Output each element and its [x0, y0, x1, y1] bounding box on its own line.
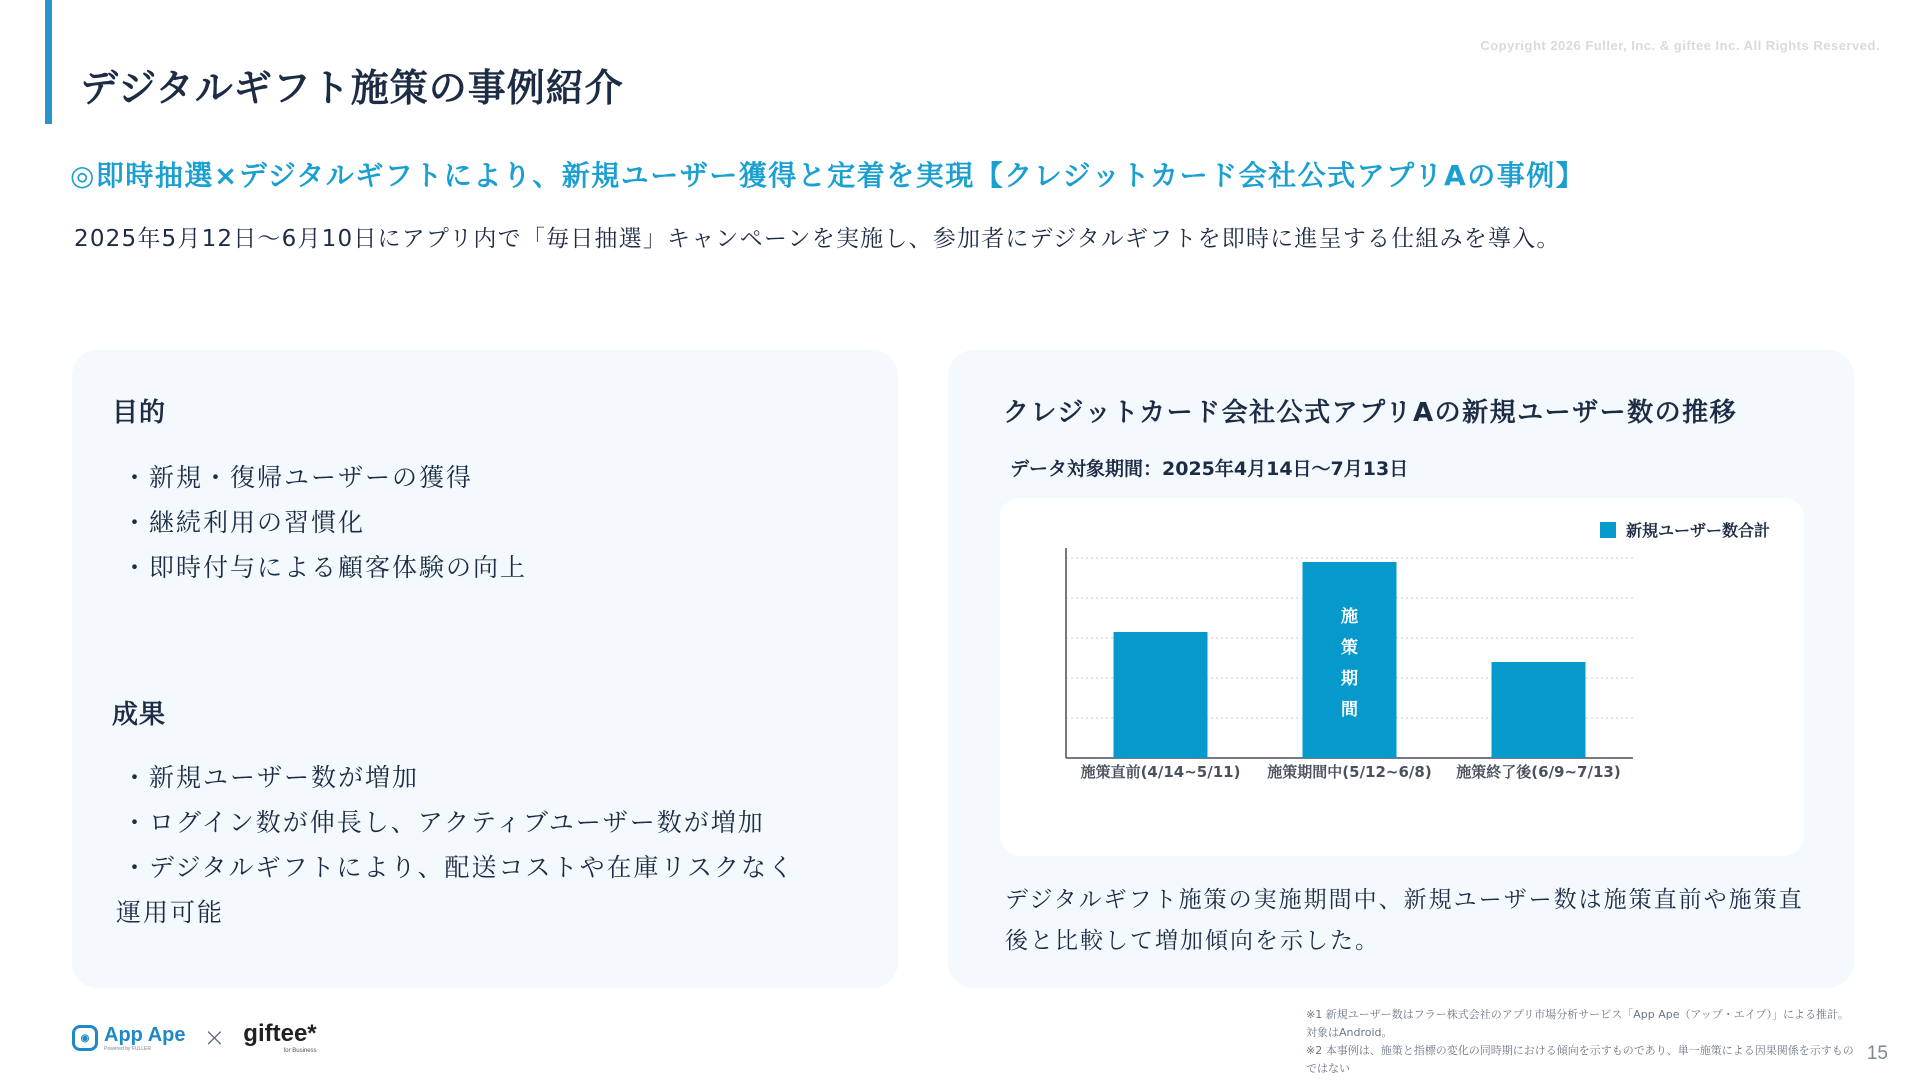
appape-sub: Powered by FULLER	[104, 1045, 151, 1052]
results-item: ・新規ユーザー数が増加	[122, 763, 420, 792]
chart-description: デジタルギフト施策の実施期間中、新規ユーザー数は施策直前や施策直後と比較して増加傾向を示した。	[1005, 887, 1804, 954]
appape-logo	[72, 1025, 185, 1052]
x-tick-label: 施策期間中(5/12~6/8)	[1267, 763, 1432, 781]
results-item: 運用可能	[116, 898, 225, 927]
copyright-text: Copyright 2026 Fuller, Inc. & giftee Inc. All Rights Reserved.	[1480, 38, 1880, 53]
purpose-item: ・新規・復帰ユーザーの獲得	[122, 463, 474, 492]
giftee-name: giftee*	[243, 1020, 317, 1047]
footnotes	[1306, 1006, 1856, 1078]
purpose-item: ・即時付与による顧客体験の向上	[122, 553, 528, 582]
page-number: 15	[1866, 1043, 1888, 1064]
purpose-results-panel	[72, 350, 898, 988]
chart-period: データ対象期間：2025年4月14日〜7月13日	[1010, 458, 1409, 480]
x-tick-label: 施策終了後(6/9~7/13)	[1456, 763, 1621, 781]
appape-name: App Ape	[104, 1023, 186, 1046]
chart-panel	[948, 350, 1854, 988]
ape-face-icon: ◉	[72, 1025, 98, 1051]
footnote-1: ※1 新規ユーザー数はフラー株式会社のアプリ市場分析サービス「App Ape（アップ・エイプ）」による推計。対象はAndroid。	[1306, 1008, 1850, 1039]
purpose-list	[122, 455, 527, 590]
legend-label: 新規ユーザー数合計	[1625, 521, 1770, 540]
lead-text: 2025年5月12日〜6月10日にアプリ内で「毎日抽選」キャンペーンを実施し、参加者にデジタルギフトを即時に進呈する仕組みを導入。	[74, 226, 1561, 252]
purpose-item: ・継続利用の習慣化	[122, 508, 366, 537]
footnote-2: ※2 本事例は、施策と指標の変化の同時期における傾向を示すものであり、単一施策による因果関係を示すものではない	[1306, 1044, 1854, 1075]
case-subtitle: ◎即時抽選×デジタルギフトにより、新規ユーザー獲得と定着を実現【クレジットカード会社公式アプリAの事例】	[70, 159, 1586, 192]
collab-cross: ×	[203, 1023, 226, 1053]
footer-logos	[72, 1022, 317, 1054]
chart-title: クレジットカード会社公式アプリAの新規ユーザー数の推移	[1003, 398, 1738, 428]
bar-annotation-label: 施 策 期 間	[1341, 607, 1358, 720]
giftee-sub: for Business	[283, 1048, 317, 1054]
page-title: デジタルギフト施策の事例紹介	[80, 66, 624, 110]
results-item: ・デジタルギフトにより、配送コストや在庫リスクなく	[122, 853, 796, 882]
bar-chart	[1000, 498, 1804, 856]
bar-0	[1114, 632, 1208, 758]
purpose-heading: 目的	[112, 398, 167, 428]
results-heading: 成果	[112, 700, 167, 730]
title-accent-bar	[45, 0, 52, 124]
bar-2	[1492, 662, 1586, 758]
results-list	[116, 755, 796, 935]
results-item: ・ログイン数が伸長し、アクティブユーザー数が増加	[122, 808, 765, 837]
x-tick-label: 施策直前(4/14~5/11)	[1080, 763, 1241, 781]
giftee-logo	[243, 1022, 316, 1054]
chart-area	[1000, 498, 1804, 856]
